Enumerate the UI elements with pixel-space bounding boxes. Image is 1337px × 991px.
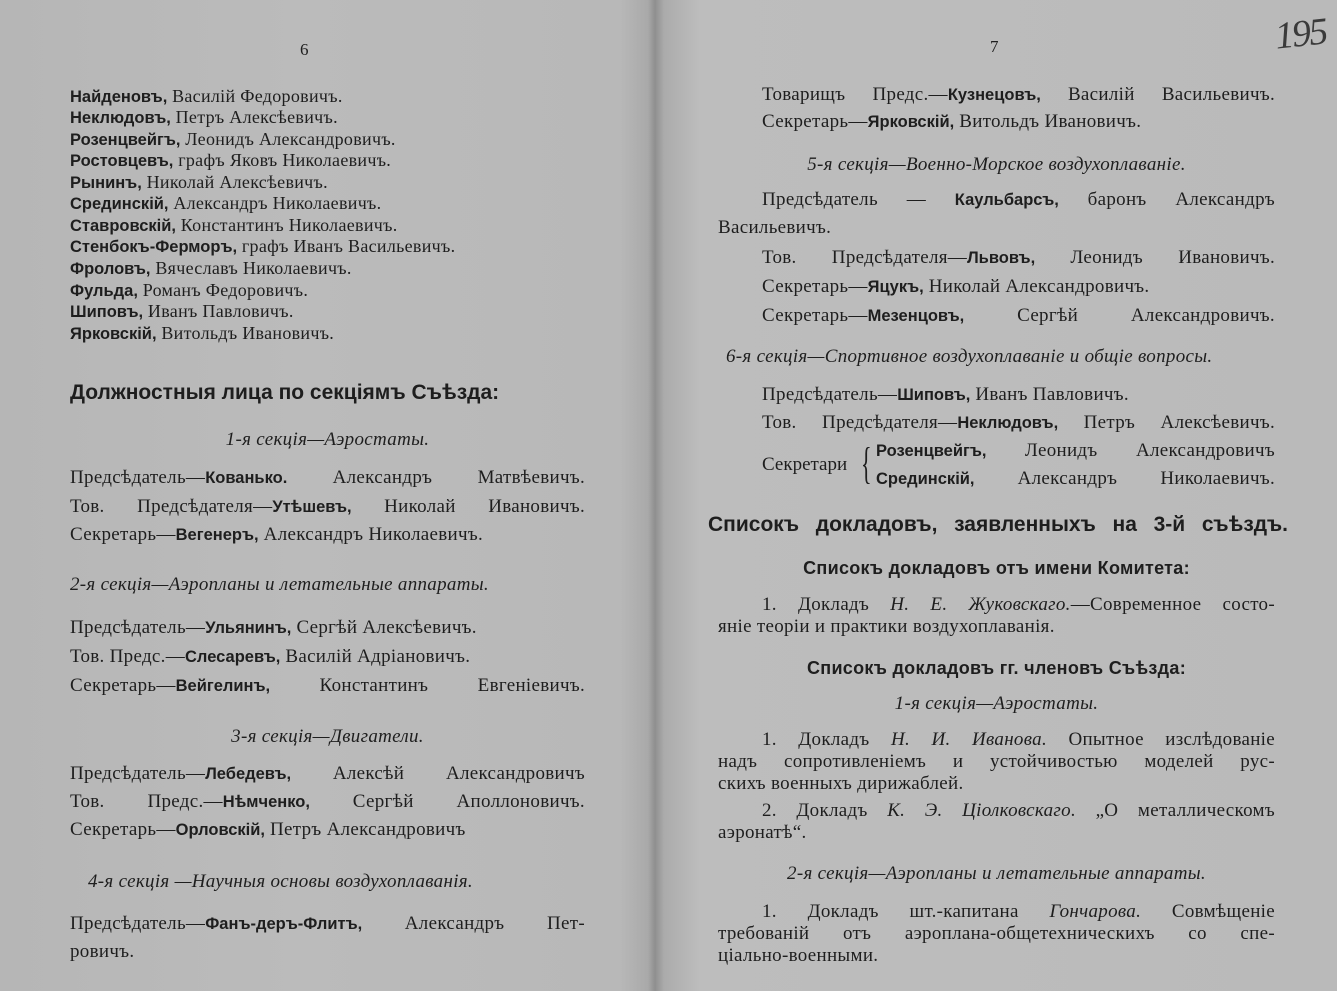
role-label: Предсѣдатель — bbox=[762, 189, 955, 210]
person-name: Кованько. bbox=[205, 469, 288, 487]
report-author: К. Э. Ціолковскаго. bbox=[887, 800, 1076, 821]
person-name: Срединскій, bbox=[876, 470, 975, 488]
role-label: Предсѣдатель— bbox=[762, 384, 898, 405]
person-name: Фроловъ, bbox=[70, 260, 151, 278]
brace-icon: { bbox=[861, 439, 872, 488]
person-details: Константинъ Николаевичъ. bbox=[175, 215, 398, 235]
person-details: Сергѣй Александровичъ. bbox=[964, 305, 1275, 326]
officer-line bbox=[718, 276, 1275, 298]
person-name: Вегенеръ, bbox=[175, 526, 259, 544]
role-label: Предсѣдатель— bbox=[70, 467, 206, 488]
member-list-item bbox=[70, 192, 585, 215]
report-item-continuation: аэронатѣ“. bbox=[718, 822, 807, 843]
role-label: Предсѣдатель— bbox=[70, 763, 206, 784]
person-name: Утѣшевъ, bbox=[272, 498, 352, 516]
person-details: Романъ Федоровичъ. bbox=[137, 280, 309, 300]
role-label: Секретарь— bbox=[762, 111, 868, 132]
officer-line bbox=[70, 467, 585, 489]
officer-line bbox=[718, 305, 1275, 327]
member-list-item bbox=[70, 257, 585, 280]
person-details: Витольдъ Ивановичъ. bbox=[954, 111, 1142, 132]
member-list-item bbox=[70, 85, 585, 108]
member-list-item bbox=[70, 128, 585, 151]
role-label: Предсѣдатель— bbox=[70, 617, 206, 638]
person-name: Львовъ, bbox=[967, 249, 1036, 267]
member-list-item bbox=[70, 279, 585, 302]
officer-line bbox=[718, 384, 1275, 406]
person-details: Василій Федоровичъ. bbox=[167, 86, 343, 106]
members-reports-heading: Списокъ докладовъ гг. членовъ Съѣзда: bbox=[806, 658, 1187, 678]
report-author: Гончарова. bbox=[1049, 901, 1142, 922]
person-details: баронъ Александръ bbox=[1058, 189, 1275, 210]
role-label: Секретарь— bbox=[762, 276, 868, 297]
role-label: Тов. Предсѣдателя— bbox=[762, 247, 968, 268]
person-details: Иванъ Павловичъ. bbox=[970, 384, 1129, 405]
person-name: Ярковскій, bbox=[70, 325, 157, 343]
role-label: Тов. Предсѣдателя— bbox=[70, 496, 273, 517]
person-details: Александръ Матвѣевичъ. bbox=[287, 467, 585, 488]
person-name: Ставровскій, bbox=[70, 217, 176, 235]
person-details: Николай Алексѣевичъ. bbox=[141, 172, 328, 192]
person-details: Петръ Алексѣевичъ. bbox=[170, 107, 338, 127]
officer-line bbox=[70, 524, 585, 546]
person-name: Найденовъ, bbox=[70, 88, 168, 106]
page-number: 7 bbox=[990, 37, 999, 56]
role-label: Предсѣдатель— bbox=[70, 913, 206, 934]
person-name: Каульбарсъ, bbox=[954, 191, 1059, 209]
report-number: 1. Докладъ шт.-капитана bbox=[762, 901, 1050, 922]
person-name: Фанъ-деръ-Флитъ, bbox=[205, 915, 363, 933]
report-item-continuation: требованій отъ аэроплана-общетехническихъ со спе- bbox=[718, 923, 1275, 944]
member-list-item bbox=[70, 171, 585, 194]
person-name: Слесаревъ, bbox=[185, 648, 281, 666]
person-details: Василій Васильевичъ. bbox=[1040, 84, 1275, 105]
person-name: Неклюдовъ, bbox=[70, 109, 171, 127]
person-name: Кузнецовъ, bbox=[947, 86, 1041, 104]
report-author: Н. И. Иванова. bbox=[890, 729, 1047, 750]
report-title: Опытное изслѣдованіе bbox=[1047, 729, 1275, 750]
reports-heading: Списокъ докладовъ, заявленныхъ на 3-й съѣздъ. bbox=[708, 513, 1288, 536]
officer-line-continuation: ровичъ. bbox=[70, 941, 135, 962]
section-title: 1-я секція—Аэростаты. bbox=[225, 429, 430, 450]
officer-line bbox=[70, 763, 585, 785]
report-number: 1. Докладъ bbox=[762, 594, 891, 615]
officer-line bbox=[718, 247, 1275, 269]
member-list-item bbox=[70, 106, 585, 129]
person-details: графъ Яковъ Николаевичъ. bbox=[173, 150, 392, 170]
section-title: 2-я секція—Аэропланы и летательные аппараты. bbox=[787, 863, 1206, 884]
role-label: Тов. Предс.— bbox=[70, 791, 223, 812]
handwritten-folio-number: 195 bbox=[1272, 10, 1329, 58]
section-heading: Должностныя лица по секціямъ Съѣзда: bbox=[70, 381, 500, 404]
secretaries-label: Секретари bbox=[762, 454, 848, 475]
officer-line bbox=[718, 189, 1275, 211]
person-details: Иванъ Павловичъ. bbox=[143, 301, 294, 321]
person-name: Яцукъ, bbox=[867, 278, 924, 296]
officer-line bbox=[70, 617, 585, 639]
officer-line bbox=[718, 111, 1275, 133]
person-name: Лебедевъ, bbox=[205, 765, 292, 783]
section-title: 3-я секція—Двигатели. bbox=[231, 726, 424, 747]
person-details: Василій Адріановичъ. bbox=[280, 646, 471, 667]
report-title: „О металлическомъ bbox=[1076, 800, 1275, 821]
person-name: Ярковскій, bbox=[867, 113, 955, 131]
role-label: Секретарь— bbox=[70, 524, 176, 545]
report-number: 2. Докладъ bbox=[762, 800, 888, 821]
report-item bbox=[718, 800, 1275, 822]
officer-line bbox=[70, 675, 585, 697]
report-title: —Современное состо- bbox=[1070, 594, 1275, 615]
officer-line bbox=[718, 412, 1275, 434]
person-details: Петръ Александровичъ bbox=[264, 819, 466, 840]
section-title: 1-я секція—Аэростаты. bbox=[894, 693, 1099, 714]
section-title: 2-я секція—Аэропланы и летательные аппараты. bbox=[70, 574, 489, 595]
report-item bbox=[718, 729, 1275, 751]
member-list-item bbox=[70, 235, 585, 258]
officer-line-continuation: Васильевичъ. bbox=[718, 217, 832, 238]
role-label: Товарищъ Предс.— bbox=[762, 84, 948, 105]
person-name: Мезенцовъ, bbox=[867, 307, 965, 325]
member-list-item bbox=[70, 149, 585, 172]
report-number: 1. Докладъ bbox=[762, 729, 891, 750]
person-name: Стенбокъ-Ферморъ, bbox=[70, 238, 238, 256]
secretary-line bbox=[876, 468, 1275, 490]
person-name: Орловскій, bbox=[175, 821, 265, 839]
person-details: Николай Ивановичъ. bbox=[351, 496, 586, 517]
report-title: Совмѣщеніе bbox=[1141, 901, 1275, 922]
person-name: Вейгелинъ, bbox=[175, 677, 271, 695]
officer-line bbox=[70, 646, 585, 668]
person-details: Петръ Алексѣевичъ. bbox=[1058, 412, 1276, 433]
person-details: Вячеславъ Николаевичъ. bbox=[150, 258, 352, 278]
report-author: Н. Е. Жуковскаго. bbox=[890, 594, 1071, 615]
person-details: Александръ Николаевичъ. bbox=[974, 468, 1275, 489]
person-details: Леонидъ Александровичъ. bbox=[180, 129, 396, 149]
person-details: Витольдъ Ивановичъ. bbox=[156, 323, 335, 343]
person-details: Алексѣй Александровичъ bbox=[291, 763, 585, 784]
person-name: Фульда, bbox=[70, 282, 138, 300]
person-details: Александръ Пет- bbox=[362, 913, 585, 934]
role-label: Тов. Предсѣдателя— bbox=[762, 412, 958, 433]
officer-line bbox=[718, 84, 1275, 106]
person-details: Константинъ Евгеніевичъ. bbox=[270, 675, 585, 696]
officer-line bbox=[70, 791, 585, 813]
person-name: Ростовцевъ, bbox=[70, 152, 174, 170]
secretary-line bbox=[876, 440, 1275, 462]
section-title: 5-я секція—Военно-Морское воздухоплаваніе. bbox=[807, 154, 1186, 175]
section-title: 4-я секція —Научныя основы воздухоплаванія. bbox=[88, 871, 473, 892]
report-item-continuation: яніе теоріи и практики воздухоплаванія. bbox=[718, 616, 1055, 637]
person-name: Рынинъ, bbox=[70, 174, 142, 192]
person-name: Ульянинъ, bbox=[205, 619, 292, 637]
role-label: Секретарь— bbox=[762, 305, 868, 326]
officer-line bbox=[70, 496, 585, 518]
role-label: Тов. Предс.— bbox=[70, 646, 186, 667]
person-name: Срединскій, bbox=[70, 195, 169, 213]
person-name: Шиповъ, bbox=[70, 303, 144, 321]
right-page bbox=[658, 0, 1337, 991]
person-name: Розенцвейгъ, bbox=[876, 442, 987, 460]
person-details: Сергѣй Аполлоновичъ. bbox=[309, 791, 585, 812]
person-details: Сергѣй Алексѣевичъ. bbox=[291, 617, 477, 638]
page-number: 6 bbox=[300, 40, 309, 59]
member-list-item bbox=[70, 214, 585, 237]
report-item-continuation: ціально-военными. bbox=[718, 945, 879, 966]
person-name: Шиповъ, bbox=[897, 386, 971, 404]
person-details: Николай Александровичъ. bbox=[923, 276, 1150, 297]
report-item bbox=[718, 901, 1275, 923]
person-details: графъ Иванъ Васильевичъ. bbox=[237, 236, 456, 256]
person-details: Леонидъ Александровичъ bbox=[986, 440, 1275, 461]
report-item-continuation: скихъ военныхъ дирижаблей. bbox=[718, 773, 964, 794]
person-details: Александръ Николаевичъ. bbox=[258, 524, 483, 545]
person-name: Неклюдовъ, bbox=[957, 414, 1059, 432]
committee-reports-heading: Списокъ докладовъ отъ имени Комитета: bbox=[803, 558, 1190, 578]
role-label: Секретарь— bbox=[70, 819, 176, 840]
person-details: Леонидъ Ивановичъ. bbox=[1035, 247, 1276, 268]
person-name: Нѣмченко, bbox=[222, 793, 310, 811]
section-title: 6-я секція—Спортивное воздухоплаваніе и общіе вопросы. bbox=[726, 346, 1213, 367]
left-page bbox=[0, 0, 650, 991]
role-label: Секретарь— bbox=[70, 675, 176, 696]
member-list-item bbox=[70, 322, 585, 345]
report-item-continuation: надъ сопротивленіемъ и устойчивостью моделей рус- bbox=[718, 751, 1275, 772]
report-item bbox=[718, 594, 1275, 616]
officer-line bbox=[70, 819, 585, 841]
person-details: Александръ Николаевичъ. bbox=[168, 193, 382, 213]
member-list-item bbox=[70, 300, 585, 323]
person-name: Розенцвейгъ, bbox=[70, 131, 181, 149]
officer-line bbox=[70, 913, 585, 935]
